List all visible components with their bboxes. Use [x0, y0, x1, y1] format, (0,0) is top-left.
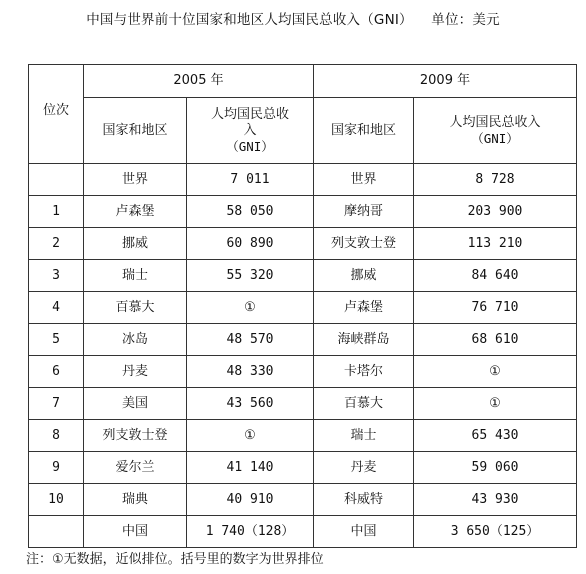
gni-2009-header-line1: 人均国民总收入	[449, 114, 541, 130]
gni-2009-cell: 203 900	[414, 196, 577, 228]
country-2009-cell: 卢森堡	[314, 292, 414, 324]
country-2009-cell: 摩纳哥	[314, 196, 414, 228]
rank-cell: 4	[29, 292, 84, 324]
header-row-years	[29, 65, 577, 98]
country-2009-cell: 丹麦	[314, 452, 414, 484]
table-row	[29, 452, 577, 484]
country-2005-cell: 爱尔兰	[84, 452, 187, 484]
rank-header: 位次	[29, 65, 84, 164]
country-2005-cell: 百慕大	[84, 292, 187, 324]
gni-2005-cell: 40 910	[187, 484, 314, 516]
country-2009-cell: 海峡群岛	[314, 324, 414, 356]
gni-2009-cell: 59 060	[414, 452, 577, 484]
rank-cell	[29, 164, 84, 196]
table-row	[29, 164, 577, 196]
rank-cell: 5	[29, 324, 84, 356]
gni-2009-cell: 84 640	[414, 260, 577, 292]
country-2005-header: 国家和地区	[84, 98, 187, 164]
country-2009-cell: 中国	[314, 516, 414, 548]
gni-2005-header-line3: （GNI）	[226, 138, 274, 154]
gni-2005-cell: 1 740（128）	[187, 516, 314, 548]
rank-cell: 8	[29, 420, 84, 452]
rank-cell: 6	[29, 356, 84, 388]
gni-2005-cell: ①	[187, 292, 314, 324]
country-2009-cell: 瑞士	[314, 420, 414, 452]
rank-cell: 10	[29, 484, 84, 516]
country-2009-cell: 卡塔尔	[314, 356, 414, 388]
gni-2005-cell: 7 011	[187, 164, 314, 196]
gni-2009-cell: 43 930	[414, 484, 577, 516]
gni-2009-cell: 3 650（125）	[414, 516, 577, 548]
country-2009-cell: 科威特	[314, 484, 414, 516]
country-2005-cell: 列支敦士登	[84, 420, 187, 452]
country-2009-cell: 百慕大	[314, 388, 414, 420]
table-row	[29, 484, 577, 516]
table-row	[29, 292, 577, 324]
gni-2005-cell: 48 330	[187, 356, 314, 388]
gni-2009-header	[414, 98, 577, 164]
gni-2009-cell: 113 210	[414, 228, 577, 260]
country-2005-cell: 中国	[84, 516, 187, 548]
rank-cell: 7	[29, 388, 84, 420]
country-2005-cell: 卢森堡	[84, 196, 187, 228]
gni-2005-cell: 41 140	[187, 452, 314, 484]
gni-2005-cell: ①	[187, 420, 314, 452]
country-2009-header: 国家和地区	[314, 98, 414, 164]
gni-2005-cell: 48 570	[187, 324, 314, 356]
title-text: 中国与世界前十位国家和地区人均国民总收入（GNI）	[86, 12, 413, 28]
gni-2009-cell: 76 710	[414, 292, 577, 324]
table-body	[29, 164, 577, 548]
rank-cell	[29, 516, 84, 548]
rank-cell: 2	[29, 228, 84, 260]
country-2005-cell: 冰岛	[84, 324, 187, 356]
gni-2005-cell: 60 890	[187, 228, 314, 260]
rank-cell: 9	[29, 452, 84, 484]
gni-2005-header-line1: 人均国民总收	[210, 106, 289, 122]
country-2009-cell: 挪威	[314, 260, 414, 292]
country-2005-cell: 瑞士	[84, 260, 187, 292]
footnote: 注：①无数据，近似排位。括号里的数字为世界排位	[26, 552, 324, 567]
unit-label: 单位：美元	[431, 12, 500, 28]
table-row	[29, 260, 577, 292]
table-row	[29, 228, 577, 260]
gni-2009-cell: ①	[414, 356, 577, 388]
gni-table	[28, 64, 577, 548]
country-2009-cell: 列支敦士登	[314, 228, 414, 260]
gni-2005-cell: 58 050	[187, 196, 314, 228]
country-2005-cell: 世界	[84, 164, 187, 196]
country-2005-cell: 美国	[84, 388, 187, 420]
country-2005-cell: 丹麦	[84, 356, 187, 388]
gni-2009-cell: 65 430	[414, 420, 577, 452]
country-2005-cell: 挪威	[84, 228, 187, 260]
gni-2009-cell: ①	[414, 388, 577, 420]
rank-cell: 1	[29, 196, 84, 228]
year-2005-header: 2005 年	[84, 65, 314, 98]
gni-2005-cell: 43 560	[187, 388, 314, 420]
table-row	[29, 388, 577, 420]
table-row	[29, 516, 577, 548]
gni-2005-header	[187, 98, 314, 164]
table-row	[29, 420, 577, 452]
gni-2009-header-line2: （GNI）	[471, 130, 519, 146]
gni-2005-cell: 55 320	[187, 260, 314, 292]
table-row	[29, 196, 577, 228]
header-row-columns	[29, 98, 577, 164]
year-2009-header: 2009 年	[314, 65, 577, 98]
table-row	[29, 356, 577, 388]
gni-2009-cell: 8 728	[414, 164, 577, 196]
table-title	[0, 8, 586, 28]
table-row	[29, 324, 577, 356]
gni-2009-cell: 68 610	[414, 324, 577, 356]
country-2009-cell: 世界	[314, 164, 414, 196]
gni-2005-header-line2: 入	[243, 122, 257, 138]
rank-cell: 3	[29, 260, 84, 292]
country-2005-cell: 瑞典	[84, 484, 187, 516]
